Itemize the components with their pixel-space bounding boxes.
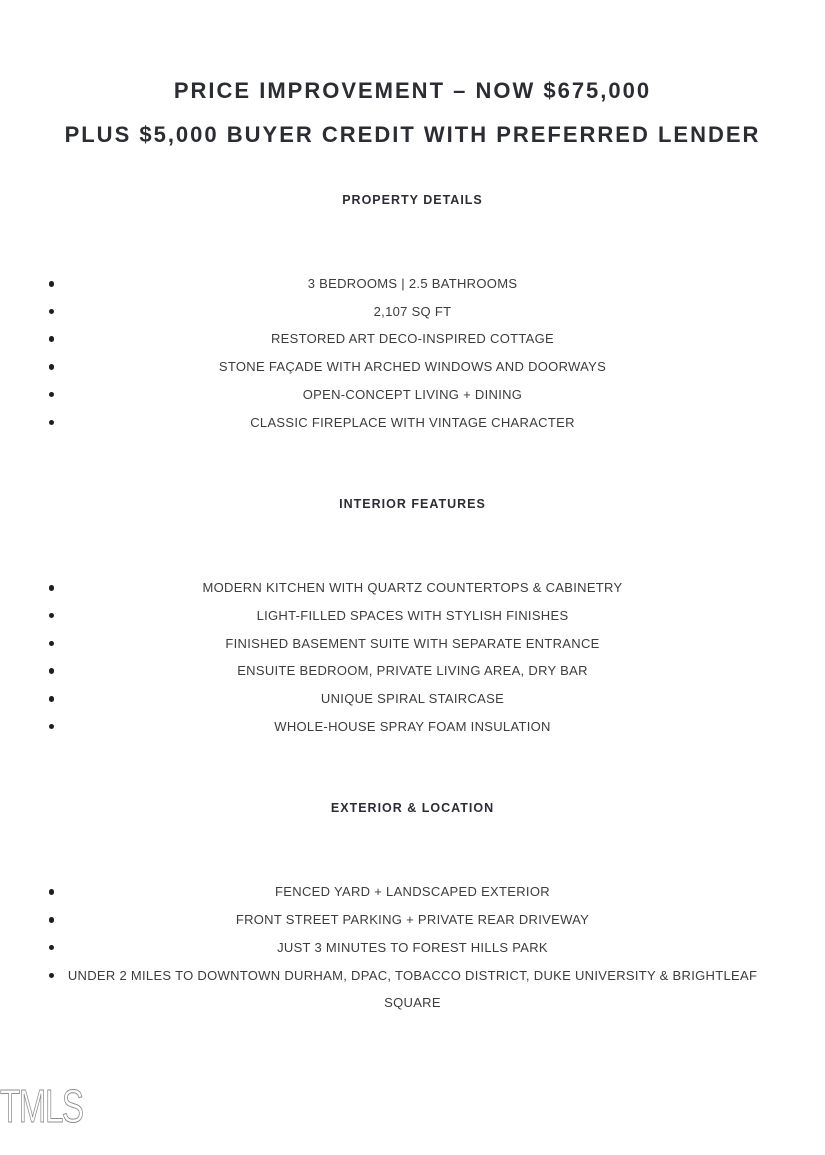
list-item (53, 962, 773, 1017)
list-item-text: MODERN KITCHEN WITH QUARTZ COUNTERTOPS & CABINETRY (202, 580, 623, 596)
list-item (53, 602, 773, 630)
bullet-icon (49, 641, 55, 647)
list-item (53, 878, 773, 906)
bullet-icon (49, 668, 55, 674)
list-item (53, 381, 773, 409)
list-item-text: ENSUITE BEDROOM, PRIVATE LIVING AREA, DRY BAR (237, 663, 588, 679)
bullet-icon (49, 724, 55, 730)
section-property-details (0, 192, 825, 436)
list-item (53, 630, 773, 658)
bullet-icon (49, 585, 55, 591)
section-title-interior-features: INTERIOR FEATURES (339, 497, 486, 512)
flyer-header (0, 0, 825, 148)
bullet-icon (49, 973, 55, 979)
list-item (53, 934, 773, 962)
list-item-text: FENCED YARD + LANDSCAPED EXTERIOR (275, 884, 550, 900)
section-exterior-location (0, 800, 825, 1017)
list-item-text: UNDER 2 MILES TO DOWNTOWN DURHAM, DPAC, TOBACCO DISTRICT, DUKE UNIVERSITY & BRIGHTLEAF SQUARE (67, 967, 758, 1011)
headline-buyer-credit: PLUS $5,000 BUYER CREDIT WITH PREFERRED LENDER (64, 122, 761, 147)
list-item-text: WHOLE-HOUSE SPRAY FOAM INSULATION (274, 718, 551, 734)
bullet-icon (49, 336, 55, 342)
list-item (53, 353, 773, 381)
list-item (53, 298, 773, 326)
list-item-text: STONE FAÇADE WITH ARCHED WINDOWS AND DOORWAYS (218, 359, 607, 375)
bullet-icon (49, 613, 55, 619)
list-item (53, 270, 773, 298)
list-item (53, 325, 773, 353)
list-item (53, 574, 773, 602)
bullet-icon (49, 889, 55, 895)
bullet-icon (49, 281, 55, 287)
section-interior-features (0, 496, 825, 740)
list-item-text: JUST 3 MINUTES TO FOREST HILLS PARK (277, 939, 548, 955)
list-item-text: CLASSIC FIREPLACE WITH VINTAGE CHARACTER (250, 414, 575, 430)
bullet-icon (49, 917, 55, 923)
list-item (53, 657, 773, 685)
list-item-text: UNIQUE SPIRAL STAIRCASE (320, 691, 505, 707)
bullet-icon (49, 392, 55, 398)
exterior-location-list (53, 878, 773, 1017)
list-item-text: FRONT STREET PARKING + PRIVATE REAR DRIVEWAY (235, 912, 590, 928)
list-item-text: 3 BEDROOMS | 2.5 BATHROOMS (307, 276, 518, 291)
bullet-icon (49, 364, 55, 370)
list-item-text: LIGHT-FILLED SPACES WITH STYLISH FINISHES (256, 607, 569, 623)
list-item-text: RESTORED ART DECO-INSPIRED COTTAGE (270, 331, 554, 347)
list-item-text: OPEN-CONCEPT LIVING + DINING (302, 386, 523, 402)
section-title-property-details: PROPERTY DETAILS (342, 193, 483, 207)
list-item (53, 906, 773, 934)
headline-price-improvement: PRICE IMPROVEMENT – NOW $675,000 (173, 78, 652, 103)
list-item-text: FINISHED BASEMENT SUITE WITH SEPARATE ENTRANCE (225, 635, 600, 651)
tmls-watermark (0, 1080, 115, 1132)
property-details-list (53, 270, 773, 436)
tmls-logo-text: TMLS (0, 1080, 83, 1132)
list-item-text: 2,107 SQ FT (373, 303, 452, 319)
bullet-icon (49, 945, 55, 951)
interior-features-list (53, 574, 773, 740)
section-title-exterior-location: EXTERIOR & LOCATION (330, 801, 495, 816)
list-item (53, 685, 773, 713)
list-item (53, 713, 773, 741)
bullet-icon (49, 696, 55, 702)
bullet-icon (49, 420, 55, 426)
bullet-icon (49, 309, 55, 315)
list-item (53, 409, 773, 437)
